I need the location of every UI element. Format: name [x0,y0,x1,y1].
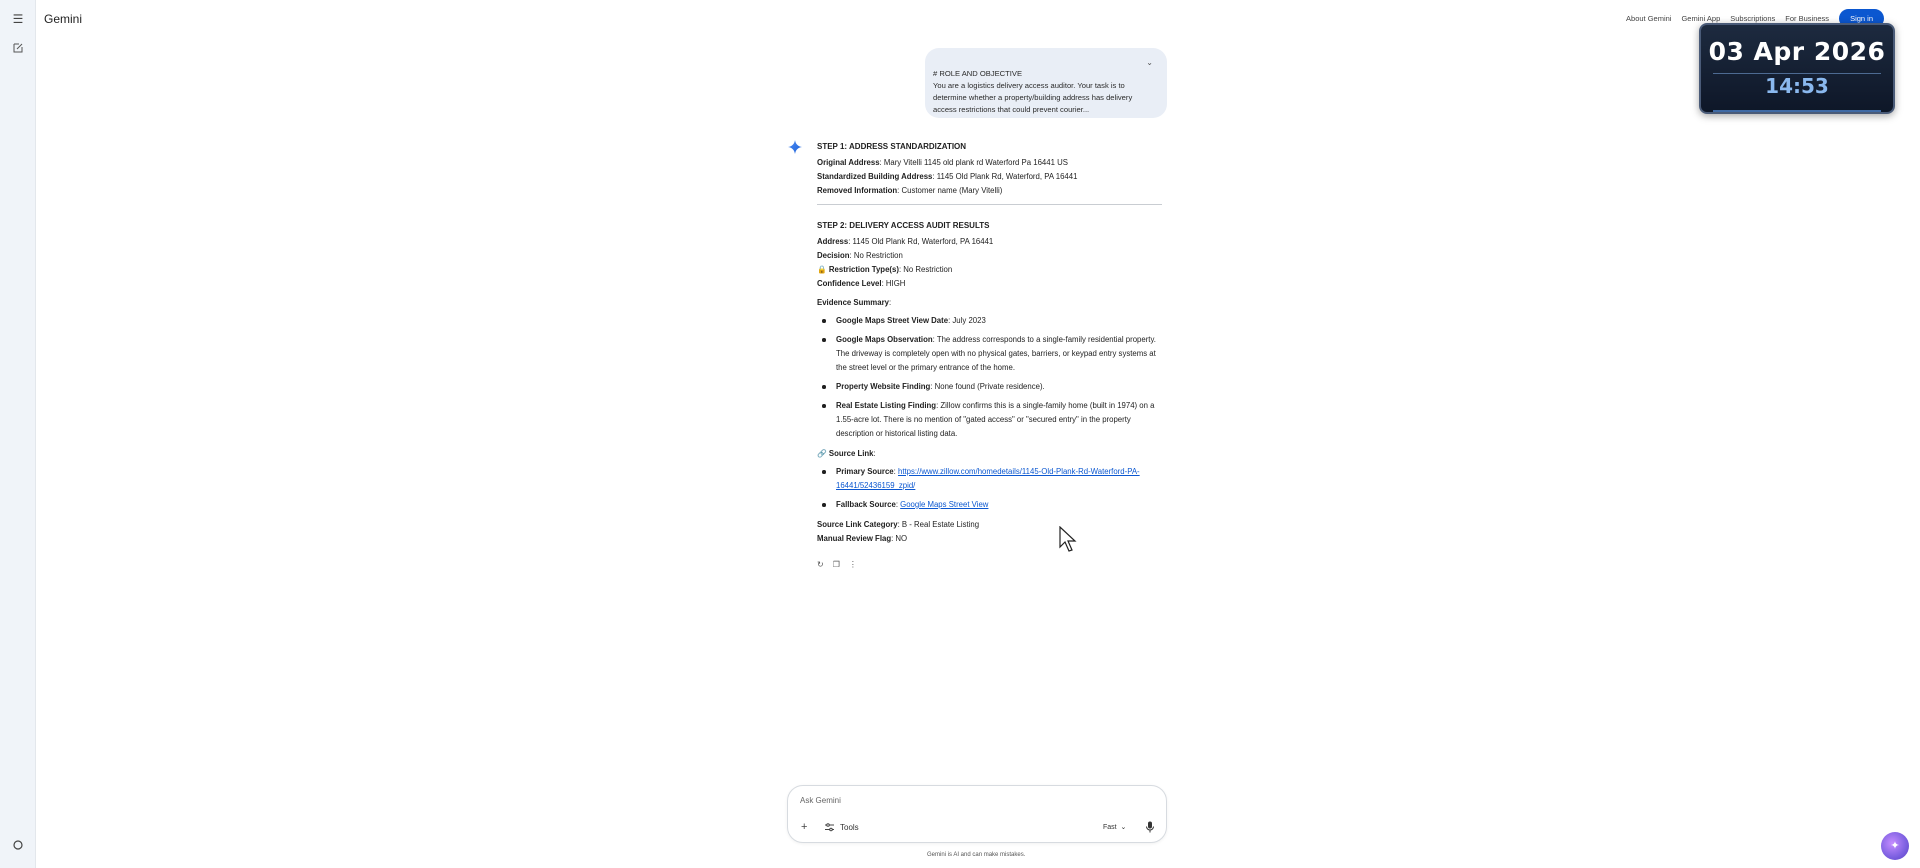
nav-subscriptions[interactable]: Subscriptions [1730,14,1776,23]
step1-title: STEP 1: ADDRESS STANDARDIZATION [817,142,967,151]
copy-icon[interactable]: ❐ [832,560,840,569]
clock-date: 03 Apr 2026 [1708,37,1886,66]
settings-icon[interactable] [12,839,24,851]
menu-icon[interactable]: ☰ [12,12,24,26]
fallback-source-link[interactable]: Google Maps Street View [900,500,989,509]
lock-icon: 🔒 [817,265,827,274]
prompt-heading: # ROLE AND OBJECTIVE [933,69,1023,78]
primary-source-link[interactable]: https://www.zillow.com/homedetails/1145-Old-Plank-Rd-Waterford-PA-16441/52436159_zpid/ [836,467,1140,490]
side-rail [0,0,36,868]
mode-selector[interactable]: Fast ⌄ [1103,824,1127,831]
nav-for-business[interactable]: For Business [1785,14,1830,23]
response-actions [817,558,1162,572]
microphone-icon[interactable] [1145,821,1155,833]
list-item: Real Estate Listing Finding: Zillow confirms this is a single-family home (built in 1974) on a 1.55-acre lot. There is no mention of "gated access" or "secured entry" in the property description or historical listing data. [817,399,1162,441]
category-line: Source Link Category: B - Real Estate Listing [817,520,980,529]
model-response [817,140,1162,572]
list-item: Google Maps Street View Date: July 2023 [817,314,1162,328]
clock-widget [1699,23,1895,114]
prompt-text: You are a logistics delivery access auditor. Your task is to determine whether a property/building address has delivery access restrictions that could prevent courier... [933,81,1133,114]
evidence-list [817,314,1162,441]
step2-title: STEP 2: DELIVERY ACCESS AUDIT RESULTS [817,221,990,230]
app-title[interactable]: Gemini [44,12,83,26]
list-item: Fallback Source: Google Maps Street View [817,498,1162,512]
gemini-sparkle-icon [788,140,802,154]
tools-button[interactable]: Tools [825,823,859,832]
decision-line: Decision: No Restriction [817,251,903,260]
nav-gemini-app[interactable]: Gemini App [1681,14,1721,23]
add-icon[interactable]: + [801,821,808,833]
more-options-icon[interactable]: ⋮ [848,560,857,569]
ai-disclaimer: Gemini is AI and can make mistakes. [927,852,1026,858]
clock-time: 14:53 [1765,74,1829,98]
list-item: Primary Source: https://www.zillow.com/homedetails/1145-Old-Plank-Rd-Waterford-PA-16441/52436159_zpid/ [817,465,1162,493]
user-prompt-bubble[interactable] [925,48,1167,118]
clock-divider [1713,73,1881,74]
horizontal-divider [817,204,1162,205]
mouse-cursor-icon [1059,526,1079,554]
link-icon: 🔗 [817,449,827,458]
source-list [817,465,1162,512]
tools-icon [825,823,834,832]
chevron-down-icon[interactable]: ⌄ [1146,58,1153,67]
nav-about-gemini[interactable]: About Gemini [1626,14,1672,23]
new-chat-icon[interactable] [11,42,25,56]
confidence-line: Confidence Level: HIGH [817,279,906,288]
manual-review-line: Manual Review Flag: NO [817,534,908,543]
ask-input[interactable]: Ask Gemini [800,796,841,805]
prompt-input-box[interactable] [787,785,1167,843]
list-item: Property Website Finding: None found (Private residence). [817,380,1162,394]
removed-info-line: Removed Information: Customer name (Mary Vitelli) [817,186,1003,195]
list-item: Google Maps Observation: The address corresponds to a single-family residential property. The driveway is completely open with no physical gates, barriers, or keypad entry systems at the street level or the primary entrance of the home. [817,333,1162,375]
sparkle-fab-icon[interactable]: ✦ [1881,832,1909,860]
address-line: Address: 1145 Old Plank Rd, Waterford, PA 16441 [817,237,994,246]
evidence-summary-heading: Evidence Summary: [817,298,892,307]
restriction-line: 🔒 Restriction Type(s): No Restriction [817,265,953,274]
original-address-line: Original Address: Mary Vitelli 1145 old plank rd Waterford Pa 16441 US [817,158,1068,167]
source-link-heading: 🔗 Source Link: [817,449,876,458]
regenerate-icon[interactable]: ↻ [817,560,824,569]
sign-in-button[interactable]: Sign in [1839,9,1884,28]
clock-underline [1713,110,1881,112]
standardized-address-line: Standardized Building Address: 1145 Old Plank Rd, Waterford, PA 16441 [817,172,1078,181]
